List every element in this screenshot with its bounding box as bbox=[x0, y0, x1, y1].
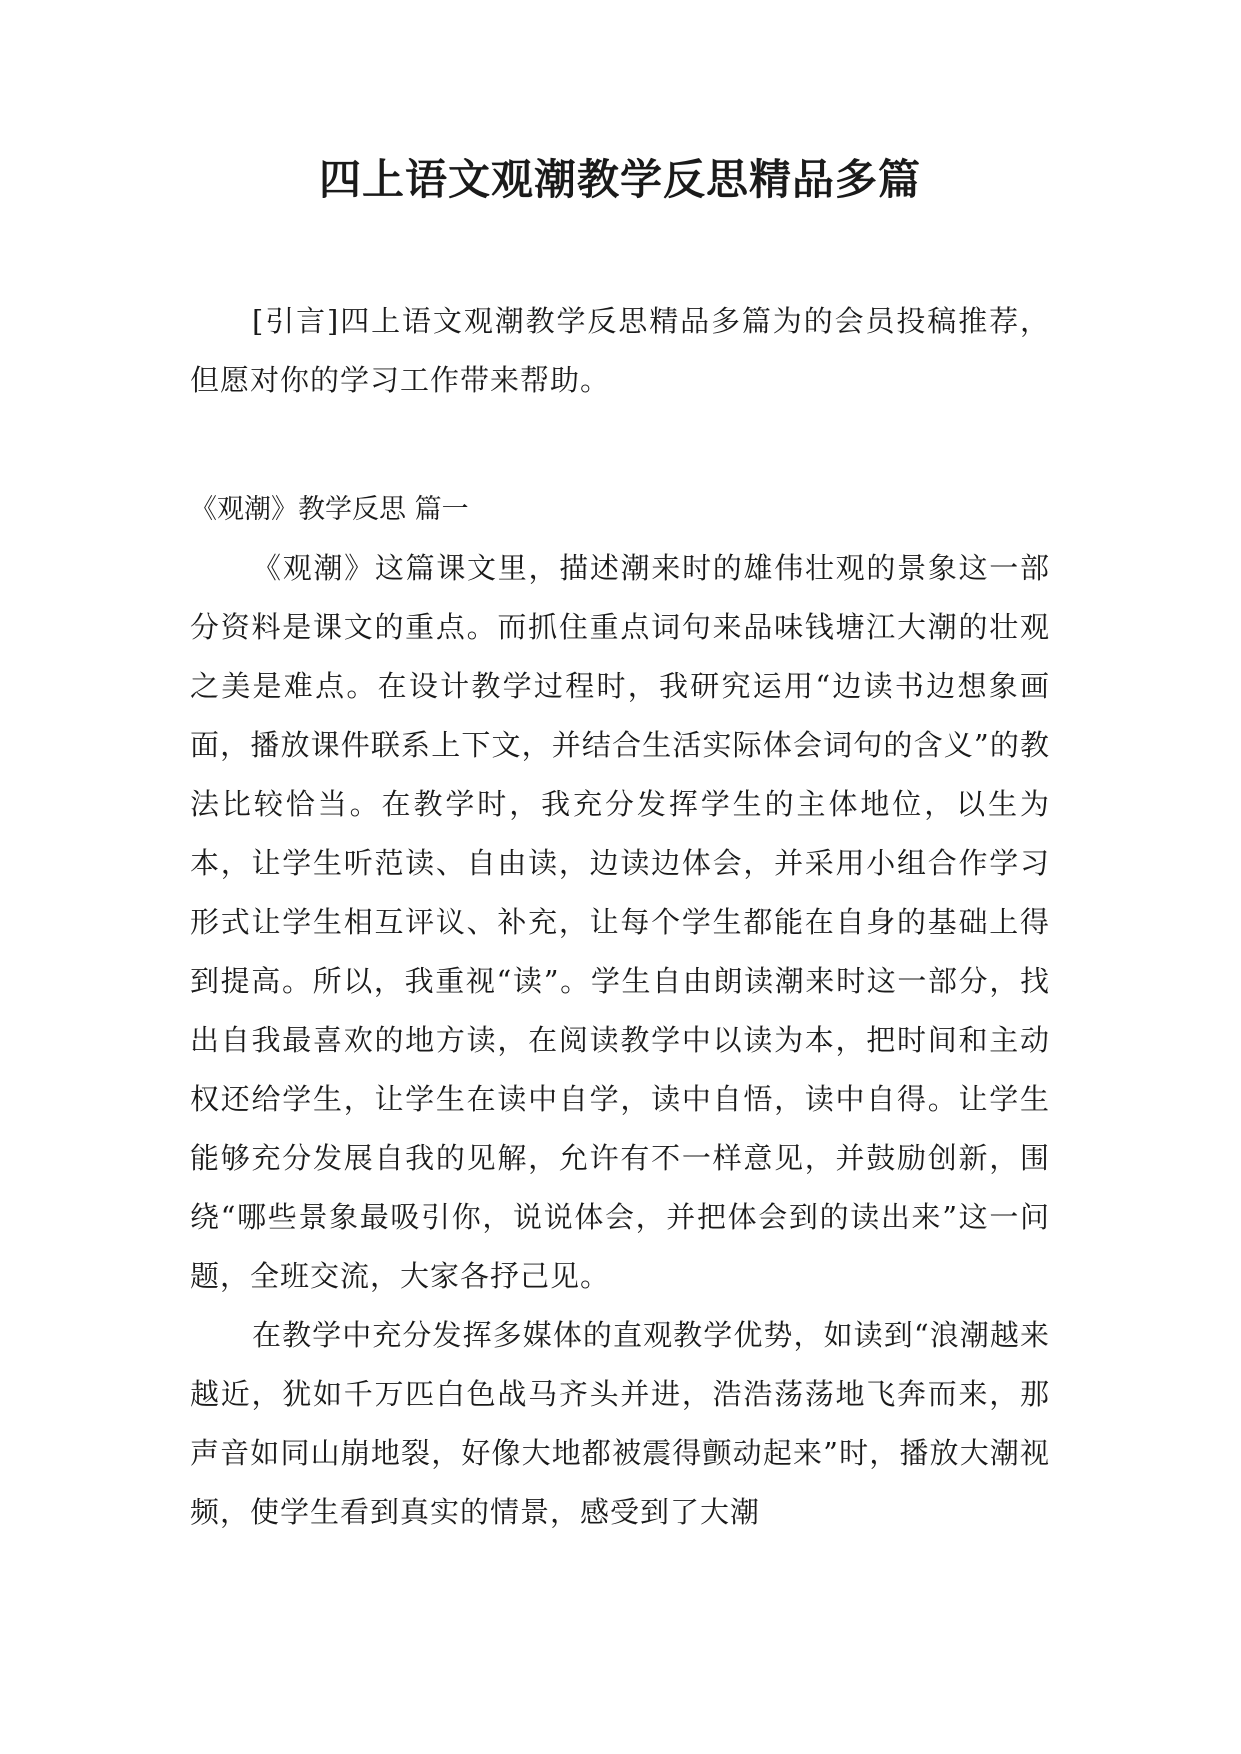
section-heading: 《观潮》教学反思 篇一 bbox=[190, 494, 469, 525]
intro-paragraph: [引言]四上语文观潮教学反思精品多篇为的会员投稿推荐，但愿对你的学习工作带来帮助。 bbox=[190, 304, 1050, 397]
document-title: 四上语文观潮教学反思精品多篇 bbox=[318, 155, 921, 204]
body-paragraph-2: 在教学中充分发挥多媒体的直观教学优势，如读到“浪潮越来越近，犹如千万匹白色战马齐头并进，浩浩荡荡地飞奔而来，那声音如同山崩地裂，好像大地都被震得颤动起来”时，播放大潮视频，使学生看到真实的情景，感受到了大潮 bbox=[190, 1318, 1050, 1529]
body-paragraph-1: 《观潮》这篇课文里，描述潮来时的雄伟壮观的景象这一部分资料是课文的重点。而抓住重点词句来品味钱塘江大潮的壮观之美是难点。在设计教学过程时，我研究运用“边读书边想象画面，播放课件联系上下文，并结合生活实际体会词句的含义”的教法比较恰当。在教学时，我充分发挥学生的主体地位，以生为本，让学生听范读、自由读，边读边体会，并采用小组合作学习形式让学生相互评议、补充，让每个学生都能在自身的基础上得到提高。所以，我重视“读”。学生自由朗读潮来时这一部分，找出自我最喜欢的地方读，在阅读教学中以读为本，把时间和主动权还给学生，让学生在读中自学，读中自悟，读中自得。让学生能够充分发展自我的见解，允许有不一样意见，并鼓励创新，围绕“哪些景象最吸引你，说说体会，并把体会到的读出来”这一问题，全班交流，大家各抒己见。 bbox=[190, 551, 1050, 1293]
document-page bbox=[190, 0, 1050, 1542]
